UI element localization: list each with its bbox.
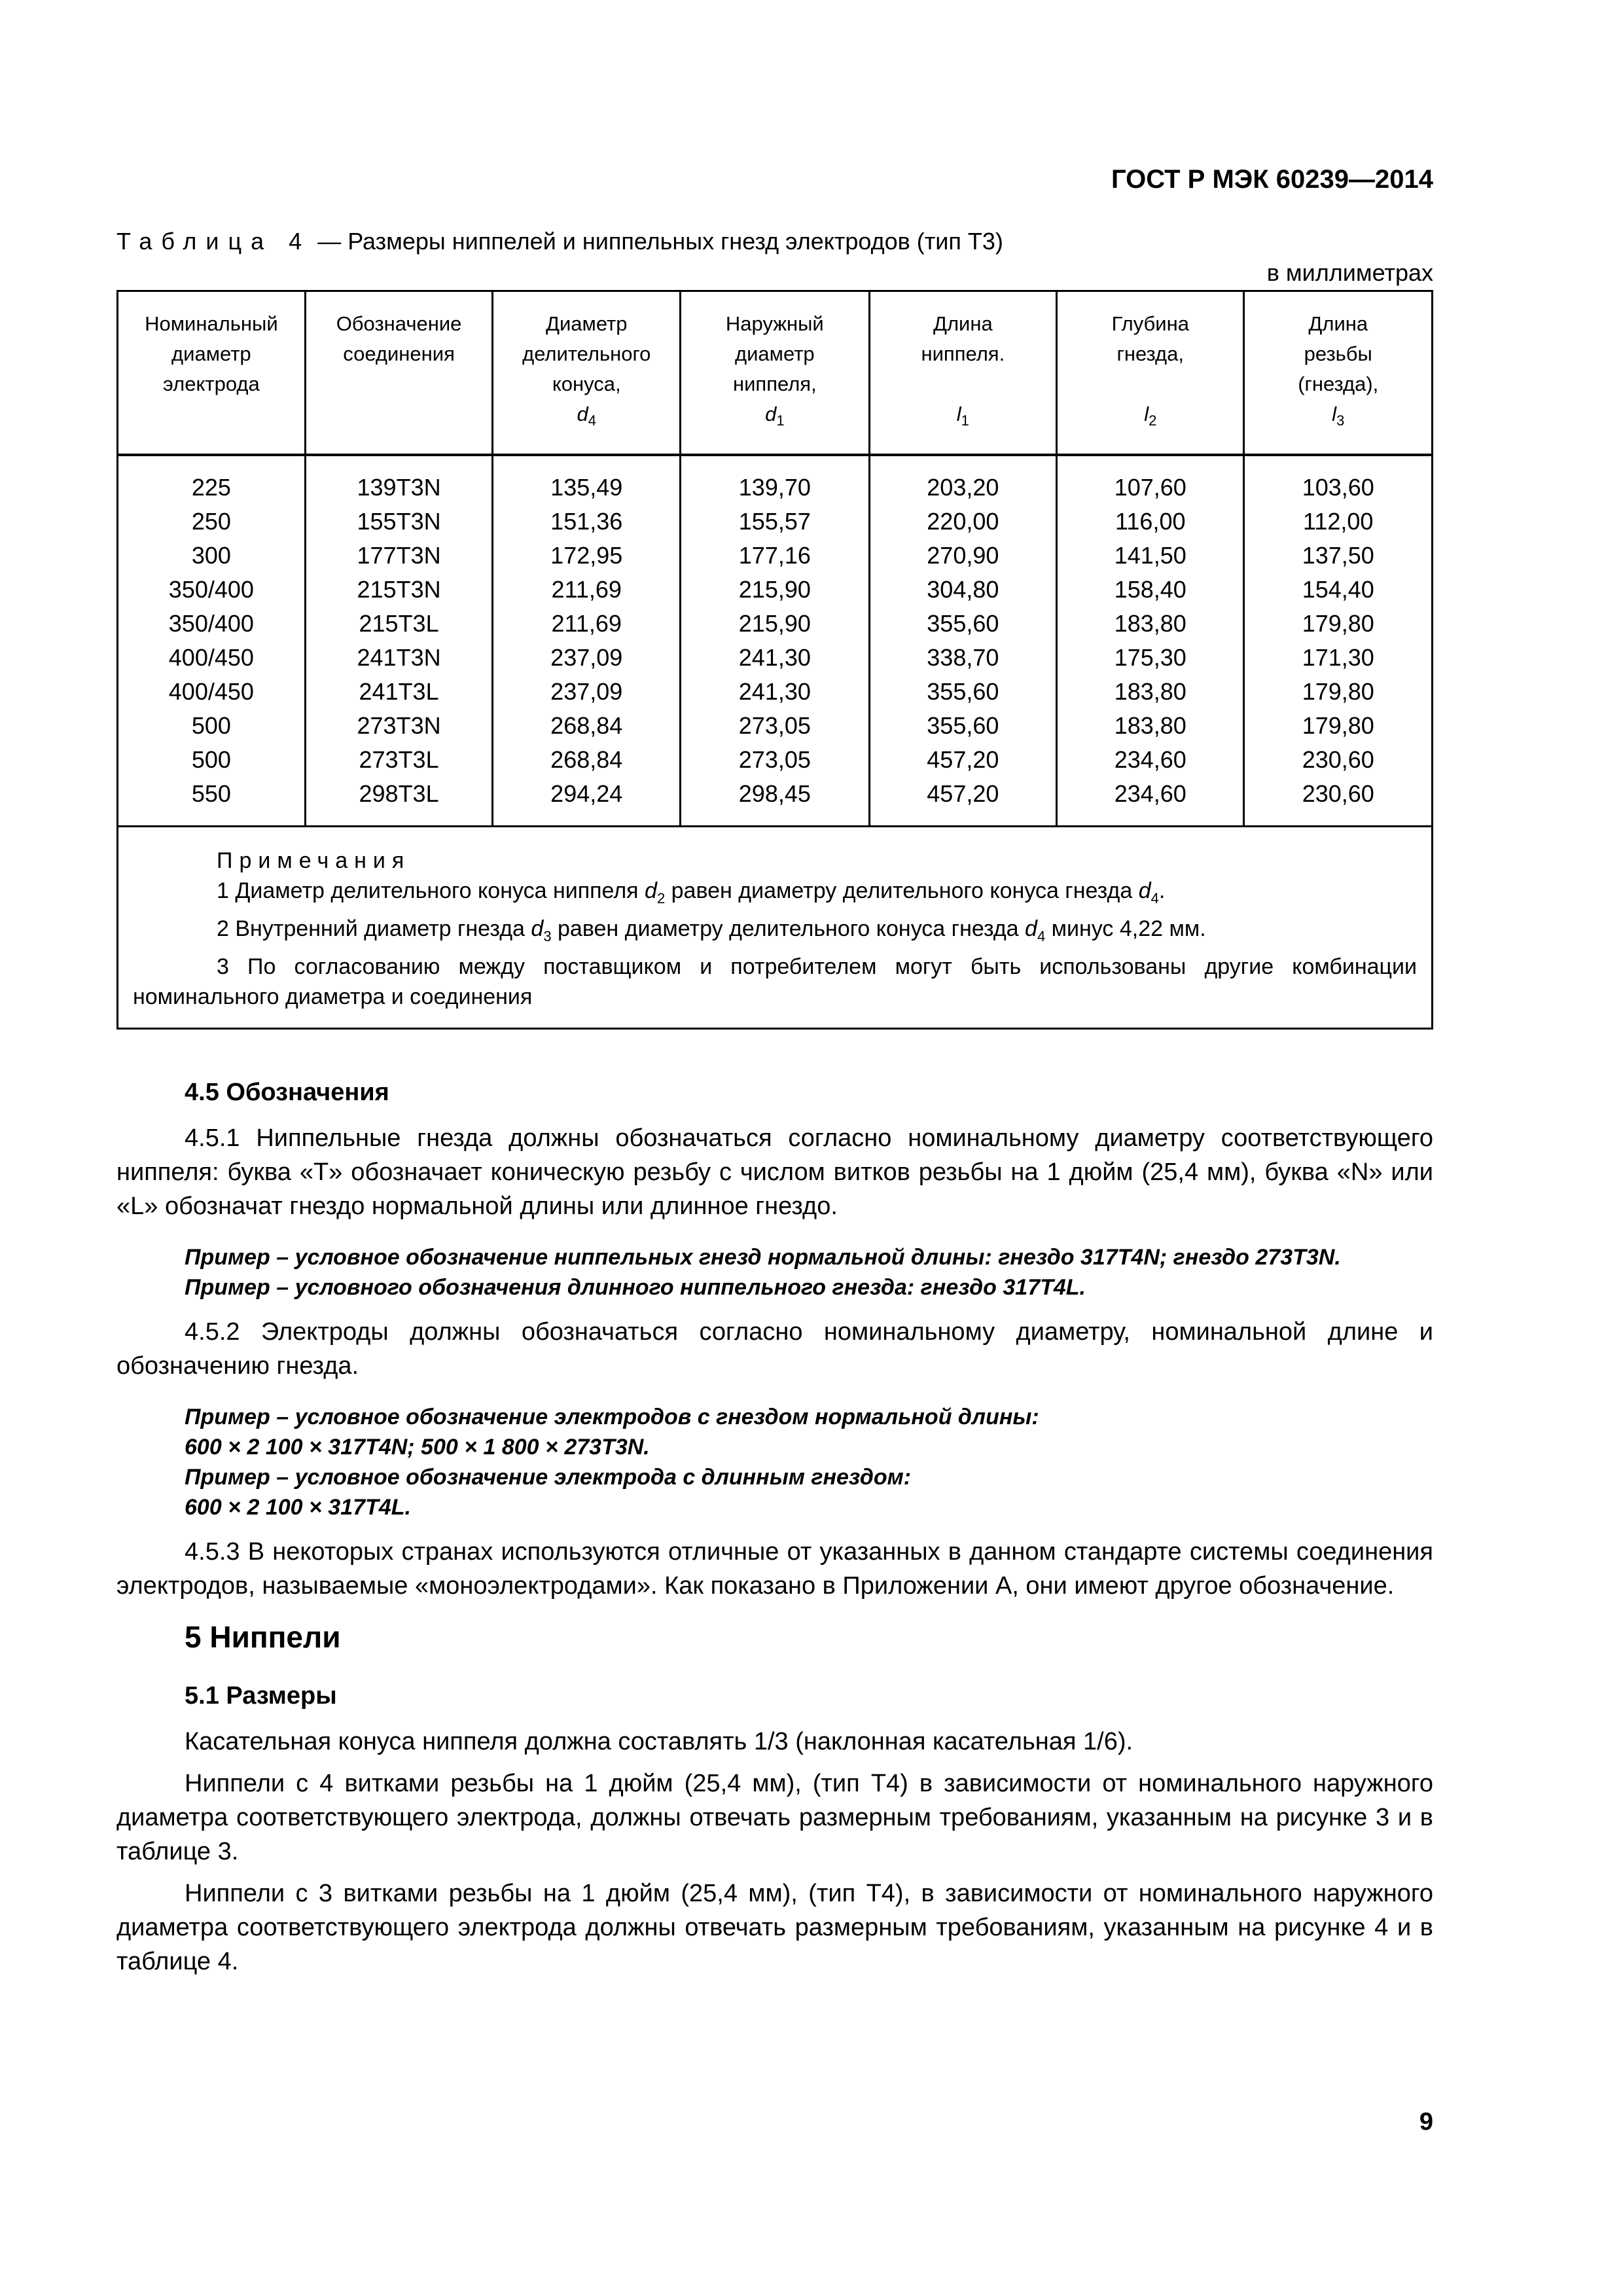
table-cell: 175,30 (1114, 644, 1186, 671)
table-cell: 250 (191, 508, 231, 535)
table-cell: 355,60 (927, 678, 999, 705)
table-cell: 116,00 (1115, 508, 1186, 535)
table-cell: 183,80 (1114, 712, 1186, 739)
table-notes (118, 827, 1433, 1029)
table-cell: 457,20 (927, 746, 999, 773)
column-header-0: Номинальный диаметр электрода (118, 291, 306, 456)
table-cell: 211,69 (551, 610, 622, 637)
table-cell: 225 (191, 474, 231, 501)
table-caption-text: — Размеры ниппелей и ниппельных гнезд электродов (тип Т3) (311, 228, 1003, 255)
table-cell: 171,30 (1302, 644, 1374, 671)
note-3: 3 По согласованию между поставщиком и потребителем могут быть использованы другие комбинации номинального диаметра и соединения (133, 954, 1417, 1009)
table-cell: 179,80 (1302, 610, 1374, 637)
example-3-value: 600 × 2 100 × 317T4N; 500 × 1 800 × 273T3N. (185, 1435, 650, 1460)
column-header-1: Обозначение соединения (305, 291, 493, 456)
table-cell: 500 (191, 712, 231, 739)
table-cell: 155,57 (738, 508, 811, 535)
table-cell: 183,80 (1114, 610, 1186, 637)
table-cell: 298T3L (359, 780, 439, 807)
table-cell: 273,05 (738, 712, 811, 739)
table-cell: 457,20 (927, 780, 999, 807)
table-cell: 158,40 (1114, 576, 1186, 603)
table-cell: 294,24 (550, 780, 623, 807)
column-header-5: Глубина гнезда, $l_2$ (1057, 291, 1244, 456)
column-header-2: Диаметр делительного конуса, $d_4$ (493, 291, 681, 456)
table-cell: 350/400 (168, 576, 254, 603)
paragraph-5-1-c: Ниппели с 3 витками резьбы на 1 дюйм (25,4 мм), (тип T4), в зависимости от номинального наружного диаметра соответствующего электрода должны отвечать размерным требованиям, указанным на рисунке 4 и в таблице 4. (116, 1880, 1433, 1975)
table-cell: 215,90 (738, 610, 811, 637)
table-cell: 139,70 (738, 474, 811, 501)
table-cell: 179,80 (1302, 678, 1374, 705)
section-5-title: 5 Ниппели (185, 1620, 341, 1654)
table-cell: 141,50 (1114, 542, 1186, 569)
table-caption (116, 228, 1003, 255)
paragraph-5-1-b: Ниппели с 4 витками резьбы на 1 дюйм (25,4 мм), (тип T4) в зависимости от номинального наружного диаметра соответствующего электрода, должны отвечать размерным требованиям, указанным на рисунке 3 и в таблице 3. (116, 1770, 1433, 1865)
table-cell: 550 (191, 780, 231, 807)
table-cell: 241,30 (738, 644, 811, 671)
table-cell: 177T3N (357, 542, 441, 569)
note-2: 2 Внутренний диаметр гнезда $d_3$ равен диаметру делительного конуса гнезда $d_4$ минус 4,22 мм. (217, 916, 1206, 944)
table-cell: 237,09 (550, 678, 623, 705)
table-cell: 215T3L (359, 610, 439, 637)
table-cell: 177,16 (738, 542, 811, 569)
table-cell: 338,70 (927, 644, 999, 671)
table-cell: 234,60 (1114, 780, 1186, 807)
table-cell: 300 (191, 542, 231, 569)
table-units: в миллиметрах (1266, 259, 1433, 286)
table-cell: 220,00 (927, 508, 999, 535)
column-header-6: Длина резьбы (гнезда), $l_3$ (1244, 291, 1433, 456)
table-cell: 268,84 (550, 712, 623, 739)
column-symbol: $l_2$ (1144, 403, 1157, 429)
example-4-value: 600 × 2 100 × 317T4L. (185, 1495, 411, 1520)
example-3: Пример – условное обозначение электродов с гнездом нормальной длины: (185, 1405, 1039, 1429)
table-cell: 400/450 (168, 644, 254, 671)
table-cell: 304,80 (927, 576, 999, 603)
table-cell: 270,90 (927, 542, 999, 569)
page-number: 9 (1419, 2108, 1433, 2136)
table-cell: 135,49 (550, 474, 623, 501)
column-values-2 (493, 455, 681, 827)
table-cell: 241,30 (738, 678, 811, 705)
table-cell: 112,00 (1303, 508, 1374, 535)
column-symbol: $l_1$ (956, 403, 969, 429)
paragraph-5-1-a: Касательная конуса ниппеля должна составлять 1/3 (наклонная касательная 1/6). (185, 1728, 1133, 1755)
table-cell: 273T3N (357, 712, 441, 739)
table-cell: 103,60 (1302, 474, 1374, 501)
table-cell: 500 (191, 746, 231, 773)
table-cell: 273T3L (359, 746, 439, 773)
table-cell: 183,80 (1114, 678, 1186, 705)
column-symbol: $d_1$ (765, 403, 785, 429)
table-notes-row (118, 827, 1433, 1029)
column-values-4 (869, 455, 1056, 827)
column-symbol: $d_4$ (577, 403, 596, 429)
paragraph-4-5-3: 4.5.3 В некоторых странах используются отличные от указанных в данном стандарте системы соединения электродов, называемые «моноэлектродами». Как показано в Приложении А, они имеют другое обозначение. (116, 1538, 1433, 1600)
example-2: Пример – условного обозначения длинного ниппельного гнезда: гнездо 317T4L. (185, 1275, 1086, 1300)
table-cell: 172,95 (550, 542, 623, 569)
table-cell: 154,40 (1302, 576, 1374, 603)
table-data-row (118, 455, 1433, 827)
paragraph-4-5-2: 4.5.2 Электроды должны обозначаться согласно номинальному диаметру, номинальной длине и обозначению гнезда. (116, 1318, 1433, 1380)
column-values-5 (1057, 455, 1244, 827)
column-values-0 (118, 455, 306, 827)
table-cell: 273,05 (738, 746, 811, 773)
table-cell: 179,80 (1302, 712, 1374, 739)
table-cell: 237,09 (550, 644, 623, 671)
note-1: 1 Диаметр делительного конуса ниппеля $d_2$ равен диаметру делительного конуса гнезда $d_4$. (217, 878, 1166, 906)
notes-title: Примечания (217, 848, 411, 873)
example-4: Пример – условное обозначение электрода с длинным гнездом: (185, 1465, 912, 1490)
paragraph-4-5-1: 4.5.1 Ниппельные гнезда должны обозначаться согласно номинальному диаметру соответствующего ниппеля: буква «T» обозначает коническую резьбу с числом витков резьбы на 1 дюйм (25,4 мм), буква «N» или «L» обозначат гнездо нормальной длины или длинное гнездо. (116, 1124, 1433, 1220)
table-cell: 137,50 (1302, 542, 1374, 569)
table-cell: 241T3N (357, 644, 441, 671)
document-code: ГОСТ Р МЭК 60239—2014 (1111, 165, 1433, 194)
section-5-1-title: 5.1 Размеры (185, 1682, 337, 1710)
column-symbol: $l_3$ (1332, 403, 1345, 429)
column-header-4: Длина ниппеля. $l_1$ (869, 291, 1056, 456)
dimensions-table (116, 290, 1433, 1030)
section-4-5-title: 4.5 Обозначения (185, 1079, 389, 1106)
table-cell: 355,60 (927, 712, 999, 739)
table-cell: 107,60 (1114, 474, 1186, 501)
document-body (116, 1075, 1433, 1986)
table-cell: 268,84 (550, 746, 623, 773)
table-cell: 230,60 (1302, 746, 1374, 773)
column-values-3 (681, 455, 870, 827)
table-cell: 215T3N (357, 576, 441, 603)
table-cell: 350/400 (168, 610, 254, 637)
table-cell: 234,60 (1114, 746, 1186, 773)
table-header-row (118, 291, 1433, 456)
table-caption-prefix: Таблица 4 (116, 228, 312, 255)
table-cell: 241T3L (359, 678, 439, 705)
table-cell: 215,90 (738, 576, 811, 603)
column-header-3: Наружный диаметр ниппеля, $d_1$ (681, 291, 870, 456)
table-cell: 151,36 (550, 508, 623, 535)
table-cell: 230,60 (1302, 780, 1374, 807)
table-cell: 355,60 (927, 610, 999, 637)
example-1: Пример – условное обозначение ниппельных гнезд нормальной длины: гнездо 317T4N; гнездо 273T3N. (185, 1245, 1341, 1270)
column-values-1 (305, 455, 493, 827)
table-cell: 203,20 (927, 474, 999, 501)
table-cell: 298,45 (738, 780, 811, 807)
table-cell: 211,69 (551, 576, 622, 603)
table-cell: 400/450 (168, 678, 254, 705)
column-values-6 (1244, 455, 1433, 827)
table-cell: 139T3N (357, 474, 441, 501)
table-cell: 155T3N (357, 508, 441, 535)
